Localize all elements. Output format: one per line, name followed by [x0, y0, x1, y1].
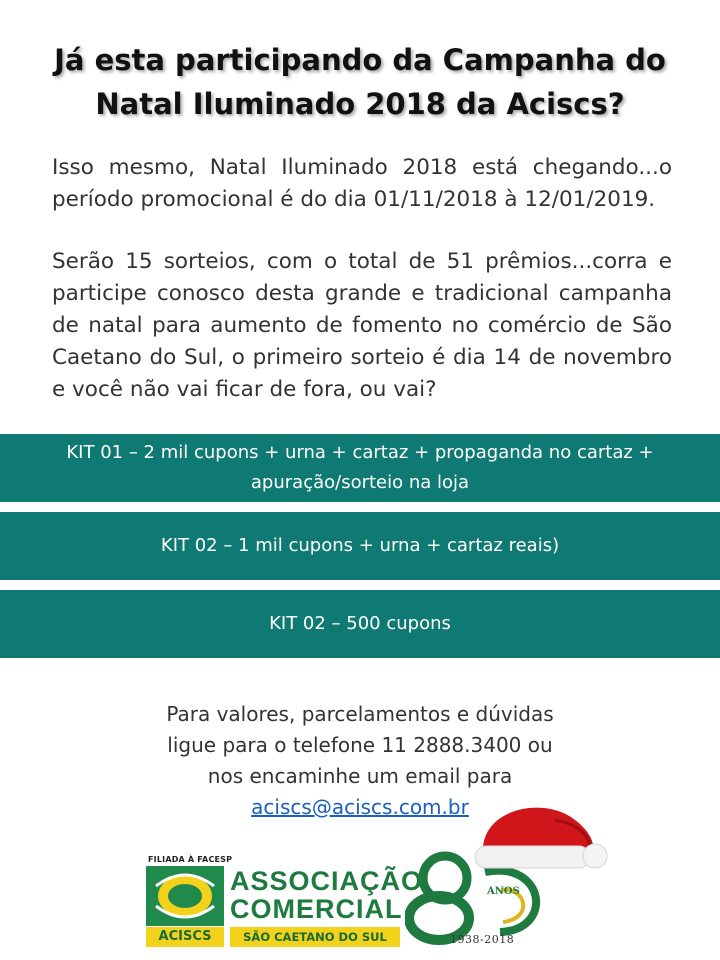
email-prefix: nos encaminhe um email para	[207, 764, 513, 788]
anniversary-80-years-logo	[405, 800, 610, 950]
kit-01-line-1: KIT 01 – 2 mil cupons + urna + cartaz + propaganda no cartaz +	[66, 442, 654, 463]
title-line-1: Já esta participando da Campanha do	[54, 43, 666, 77]
page-title	[0, 38, 720, 126]
kit-02-label: KIT 02 – 1 mil cupons + urna + cartaz reais)	[160, 535, 560, 556]
logo-city: SÃO CAETANO DO SUL	[230, 927, 400, 947]
logo-emblem-icon	[146, 866, 224, 926]
association-logo	[146, 855, 424, 947]
logo-name-line-1: ASSOCIAÇÃO	[230, 866, 424, 896]
contact-info	[0, 699, 720, 823]
anniversary-80-icon	[405, 800, 610, 950]
kit-02-band	[0, 512, 720, 580]
contact-line-1: Para valores, parcelamentos e dúvidas	[166, 702, 554, 726]
details-paragraph: Serão 15 sorteios, com o total de 51 prêmios...corra e participe conosco desta grande e tradicional campanha de natal para aumento de fomento no comércio de São Caetano do Sul, o primeiro sorteio é dia 14 de novembro e você não vai ficar de fora, ou vai?	[52, 249, 672, 402]
email-link[interactable]: aciscs@aciscs.com.br	[251, 795, 469, 819]
kit-01-line-2: apuração/sorteio na loja	[250, 472, 470, 493]
anniversary-years: 1938-2018	[450, 933, 515, 946]
kit-03-label: KIT 02 – 500 cupons	[269, 613, 451, 634]
logo-name-line-2: COMERCIAL	[230, 894, 403, 924]
intro-paragraph: Isso mesmo, Natal Iluminado 2018 está chegando...o período promocional é do dia 01/11/2018 à 12/01/2019.	[52, 155, 672, 212]
contact-line-3	[0, 761, 720, 823]
logo-acronym: ACISCS	[146, 927, 224, 947]
affiliation-text: FILIADA À FACESP	[148, 855, 233, 864]
kit-01-band	[0, 434, 720, 502]
kit-03-band	[0, 590, 720, 658]
contact-line-2: ligue para o telefone 11 2888.3400 ou	[167, 733, 553, 757]
title-line-2: Natal Iluminado 2018 da Aciscs?	[95, 87, 625, 121]
anniversary-anos-label: ANOS	[487, 886, 520, 897]
